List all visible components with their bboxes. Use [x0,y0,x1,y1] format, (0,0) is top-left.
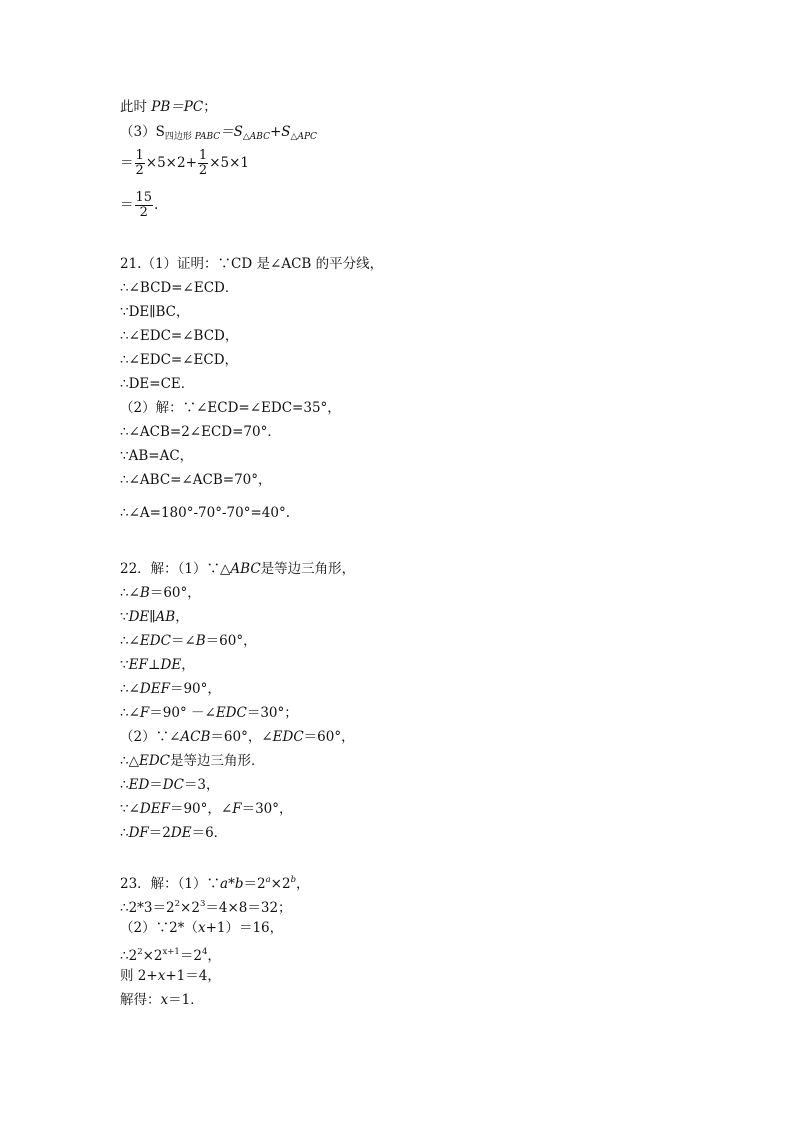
text: ＝60°， [303,729,355,745]
text: x [160,992,169,1008]
subscript: △ABC [242,132,270,142]
s22-line-2 [120,584,201,602]
text: x [157,968,166,984]
text: ； [203,99,217,115]
s21-line: 21.（1）证明：∵CD 是∠ACB 的平分线， [120,256,384,272]
text: ＝2 [179,948,202,964]
s20-line-4 [120,190,158,220]
text: 则 2+ [120,968,158,984]
text: ∵ [120,609,129,625]
text: ×2 [142,948,163,964]
s22-line-8 [120,728,355,746]
s22-line-9 [120,752,265,770]
numerator: 1 [135,148,144,163]
fraction [135,149,145,178]
s21-line: ∵AB=AC， [120,448,194,464]
text: ＝60°，∠ [210,729,273,745]
subscript: △APC [290,132,317,142]
text: ∴∠ [120,705,140,721]
text: EF⊥DE [128,657,182,673]
text: 22．解：（1）∵△ [120,561,231,577]
s22-line-3 [120,608,189,626]
text: ， [207,948,221,964]
denominator: 2 [139,205,148,220]
subscript: PABC [194,132,221,142]
text: ＝90° －∠ [149,705,216,721]
text: ∴∠ [120,681,140,697]
superscript: 2 [137,947,143,957]
subscript: 四边形 [164,132,195,142]
text: EDC [272,729,304,745]
text: F [232,801,242,817]
text: ＝2 [148,825,171,841]
text: ＝6． [191,825,228,841]
text: ， [296,876,310,892]
text: EDC [139,633,171,649]
s22-line-11 [120,800,293,818]
text: ＝ [149,777,163,793]
text: DF [128,825,149,841]
superscript: b [290,875,297,885]
text: 23．解：（1）∵ [120,876,221,892]
text: F [139,705,150,721]
text: ABC [230,561,261,577]
text: ∴∠ [120,633,140,649]
superscript: x+1 [162,947,180,957]
s22-line-7 [120,704,298,722]
text: ∴ [120,825,129,841]
text: 是等边三角形． [170,753,265,769]
text: ＝∠ [170,633,196,649]
text: DE∥AB [128,609,176,625]
s21-line: ∴∠ACB=2∠ECD=70°． [120,424,281,440]
s22-line-10 [120,776,220,794]
s21-line: ∴∠EDC=∠BCD， [120,328,239,344]
text: （2）∵2*（ [120,920,198,936]
text: ACB [180,729,211,745]
text: ED [128,777,150,793]
s23-line-2 [120,895,292,917]
s22-line-12 [120,824,227,842]
text: ×5×1 [209,155,249,171]
s20-line-2 [120,123,317,146]
text: +S [269,124,291,140]
s20-line-3 [120,148,249,178]
text: a [220,876,229,892]
text: DEF [139,801,170,817]
denominator: 2 [198,163,208,178]
text: ， [175,609,189,625]
text: DC [162,777,184,793]
text: PB＝PC [151,99,204,115]
fraction [135,191,154,220]
text: ＝90°，∠ [169,801,233,817]
text: ×2 [180,900,200,916]
text: ∴ [120,777,129,793]
text: +1）＝16， [205,920,284,936]
text: b [234,876,244,892]
text: ， [181,657,195,673]
s21-line: ∴∠A=180°-70°-70°=40°. [120,505,290,521]
denominator: 2 [135,163,144,178]
text: ＝3， [183,777,220,793]
s21-line: ∴∠EDC=∠ECD， [120,352,239,368]
text: ＝S [220,124,243,140]
s22-line-6 [120,680,221,698]
s21-line: （2）解：∵∠ECD=∠EDC=35°， [120,400,341,416]
text: ∴∠ [120,585,140,601]
text: ＝ [120,155,134,171]
text: ∵∠ [120,801,140,817]
text: ×5×2+ [145,155,197,171]
text: 此时 [120,99,152,115]
superscript: 3 [199,899,206,909]
text: （2）∵∠ [120,729,181,745]
text: ∴△ [120,753,139,769]
text: ＝1． [168,992,204,1008]
s23-line-5 [120,967,221,985]
text: ＝60°， [149,585,201,601]
s23-line-6 [120,991,204,1009]
text: EDC [138,753,170,769]
text: ＝60°， [205,633,257,649]
s23-line-4 [120,943,221,965]
text: ＝4×8＝32； [205,900,292,916]
text: ∵ [120,657,129,673]
numerator: 15 [135,190,153,205]
text: +1＝4， [165,968,221,984]
text: DE [170,825,192,841]
text: . [154,197,159,213]
fraction [198,149,208,178]
text: DEF [139,681,170,697]
text: ＝30°， [241,801,293,817]
s21-line: ∵DE∥BC， [120,304,190,320]
text: B [139,585,150,601]
text: ×2 [270,876,291,892]
superscript: 2 [174,899,181,909]
text: ＝2 [243,876,266,892]
text: （3）S [120,124,165,140]
s22-line-5 [120,656,195,674]
superscript: 4 [201,947,208,957]
superscript: a [265,875,271,885]
s21-line: ∴∠ABC=∠ACB=70°， [120,472,272,488]
s23-line-1 [120,871,310,893]
numerator: 1 [198,148,208,163]
text: EDC [215,705,247,721]
s21-line: ∴∠BCD=∠ECD． [120,280,239,296]
text: B [195,633,206,649]
s20-line-1 [120,98,217,116]
text: * [228,876,235,892]
s23-line-3 [120,919,283,937]
s22-line-4 [120,632,257,650]
text: ＝ [120,197,134,213]
text: ∴2*3＝2 [120,900,175,916]
text: 是等边三角形， [260,561,356,577]
text: x [197,920,206,936]
text: ∴2 [120,948,138,964]
s22-line-1 [120,560,355,578]
text: ＝30°； [246,705,298,721]
text: 解得： [120,992,161,1008]
text: ＝90°， [169,681,221,697]
s21-line: ∴DE=CE． [120,376,195,392]
